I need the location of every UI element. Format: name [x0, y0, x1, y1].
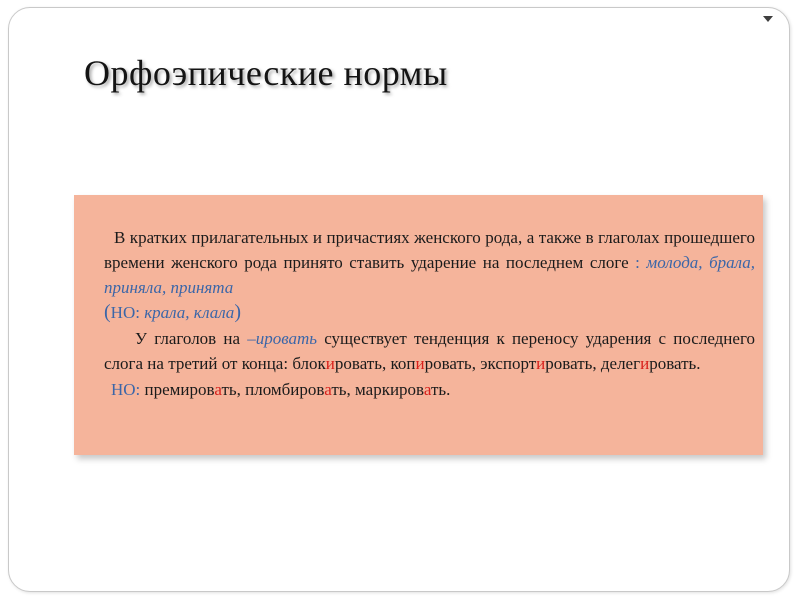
word-part: экспорт	[480, 354, 537, 373]
exception-close-paren: )	[234, 301, 241, 323]
word-part: ровать	[545, 354, 593, 373]
stressed-letter: и	[325, 354, 335, 373]
word-part: делег	[600, 354, 641, 373]
stressed-letter: а	[423, 380, 431, 399]
stress-word	[292, 354, 382, 373]
examples-colon: :	[635, 253, 647, 272]
content-text	[104, 225, 755, 402]
exception-label: НО:	[110, 303, 145, 322]
stressed-letter: и	[536, 354, 546, 373]
separator: ,	[346, 380, 356, 399]
stressed-letter: а	[324, 380, 332, 399]
stress-word	[601, 354, 696, 373]
paragraph1-text: В кратких прилагательных и причастиях женского рода, а также в глаголах прошедшего времени женского рода принято ставить ударение на последнем слоге	[104, 228, 755, 272]
stress-word	[355, 380, 446, 399]
content-box	[74, 195, 763, 455]
stress-word	[245, 380, 346, 399]
paragraph2-text: существует тенденция к переносу ударения с последнего слога на третий от конца:	[104, 329, 756, 373]
stressed-letter: а	[214, 380, 222, 399]
examples-words: молода, брала, приняла, принята	[104, 253, 755, 297]
word-part: ровать	[649, 354, 697, 373]
exception-label: НО:	[111, 380, 145, 399]
stressed-letter: и	[640, 354, 650, 373]
paragraph-irovat-verbs	[104, 326, 755, 376]
separator: ,	[471, 354, 481, 373]
stress-word	[145, 380, 237, 399]
sentence-end: .	[446, 380, 451, 399]
word-part: ровать	[334, 354, 382, 373]
word-part: ть	[331, 380, 347, 399]
paragraph2-intro: У глаголов на	[135, 329, 248, 348]
irovat-suffix: –ировать	[247, 329, 318, 348]
separator: ,	[381, 354, 391, 373]
exception-words: крала, клала	[144, 303, 235, 322]
stress-word	[390, 354, 471, 373]
word-part: блок	[292, 354, 326, 373]
word-part: маркиров	[355, 380, 424, 399]
separator: ,	[592, 354, 601, 373]
word-part: ть	[221, 380, 237, 399]
word-part: ть	[430, 380, 447, 399]
corner-triangle-icon	[763, 16, 773, 22]
stress-word	[480, 354, 592, 373]
exception-open-paren: (	[104, 301, 111, 323]
word-part: премиров	[144, 380, 215, 399]
sentence-end: .	[696, 354, 701, 373]
separator: ,	[236, 380, 246, 399]
paragraph-short-forms	[104, 225, 755, 325]
word-part: ровать	[424, 354, 472, 373]
page-title: Орфоэпические нормы	[84, 53, 448, 93]
word-part: коп	[390, 354, 416, 373]
word-part: пломбиров	[245, 380, 325, 399]
paragraph-exceptions	[104, 377, 755, 402]
stressed-letter: и	[415, 354, 425, 373]
